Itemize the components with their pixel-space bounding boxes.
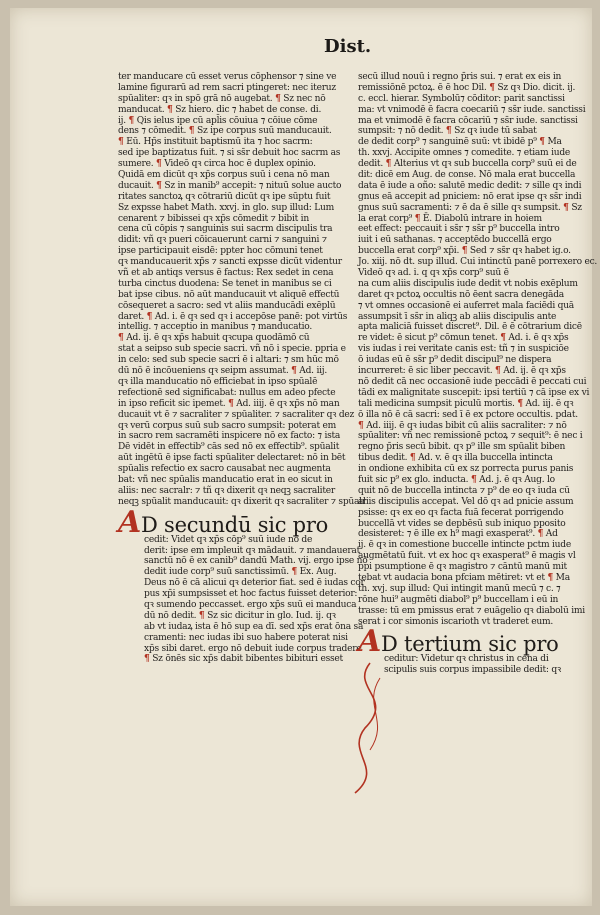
text-line: c. eccl. hierar. Symbolū⁊ cōditor: parit sanctissi [358, 93, 565, 104]
paragraph-mark: ¶ [539, 136, 545, 148]
text-line: desisteret: ⁊ ē ille ex h⁹ magi exasperat⁹. ¶ Ad [358, 528, 558, 540]
text-line: dit: dicē em Aug. de conse. Nō mala erat buccella [358, 170, 576, 181]
running-head: Dist. [324, 36, 372, 57]
left-column-text [118, 72, 366, 508]
paragraph-mark: ¶ [358, 419, 364, 431]
text-line: ter manducare cū esset verus cōphensor ⁊ sine ve [118, 72, 337, 82]
text-line: secū illud nouū i regno p̄ris sui. ⁊ erat ex eis in [358, 72, 562, 82]
text-line: intellig. ⁊ acceptio in manibus ⁊ manducatio. [118, 322, 313, 333]
text-line: dū nō ē incōueniens qꝛ seipm assumat. ¶ Ad. iij. [118, 365, 327, 377]
text-line: in ipso reficit sic ipemet. ¶ Ad. iiij. ē qꝛ xp̄s nō man [118, 397, 340, 409]
right-column [358, 72, 598, 676]
paragraph-mark: ¶ [118, 136, 124, 148]
text-line: rōne hui⁹ augmēti diabol⁹ p⁹ buccellam i eū in [358, 594, 559, 605]
text-line: de dedit corp⁹ ⁊ sanguinē suū: vt ibidē p⁹ ¶ Ma [358, 136, 562, 148]
red-initial-a: A [118, 504, 142, 540]
left-column-text-after [118, 534, 368, 666]
text-line: cōsequeret a sacro: sed vt aliis manducādi exēplū [118, 300, 336, 311]
text-line: fuit sic p⁹ ex glo. inducta. ¶ Ad. j. ē qꝛ Aug. lo [358, 473, 555, 485]
paragraph-mark: ¶ [461, 245, 468, 257]
text-line: sanctū nō ē ex canib⁹ dandū Math. vij. ergo ipse nō [144, 556, 368, 567]
right-column-text [358, 72, 598, 627]
text-line: xp̄s sibi daret. ergo nō debuit iude corpus tradere [144, 643, 362, 654]
text-line: ma: vt vnimodē ē facra coecariū ⁊ ss̄r iude. sanctissi [358, 104, 586, 115]
text-line: bat ipse cibus. nō aūt manducauit vt aliquē effectū [118, 289, 340, 300]
text-line: aliis discipulis accepat. Vel dō qꝛ ad pnicie assum [358, 496, 574, 507]
paragraph-mark: ¶ [144, 653, 150, 665]
section-heading-text: D secundū sic pro [141, 512, 329, 537]
paragraph-mark: ¶ [495, 365, 501, 377]
paragraph-mark: ¶ [198, 609, 205, 621]
text-line: iuit i eū sathanas. ⁊ acceptēdo buccellā ergo [358, 235, 552, 246]
text-line: th. xxvj. Accipite omnes ⁊ comedite. ⁊ etiam iude [358, 148, 571, 159]
text-line: ducauit. ¶ Sz in manib⁹ accepit: ⁊ nituū solue aucto [118, 179, 342, 191]
text-line: data ē iude a oño: salutē medic dedit: ⁊ sille qꝛ indi [358, 180, 582, 191]
text-line: tādi ex malignitate suscepit: ipsi tertiū ⁊ cā ipse ex vi [358, 387, 590, 398]
red-flourish-decoration [340, 658, 400, 798]
text-line: dū nō dedit. ¶ Sz sic dicitur in glo. Iud. ij. qꝛ [144, 609, 336, 621]
text-line: eet effect: peccauit i ss̄r ⁊ ss̄r p⁹ buccella intro [358, 224, 560, 235]
paragraph-mark: ¶ [470, 473, 477, 485]
text-line: ō illa nō ē cā sacri: sed ī ē ex pctore occultis. pdat. [358, 409, 578, 420]
paragraph-mark: ¶ [500, 332, 506, 344]
text-line: re videt: ē sicut p⁹ cōmun tenet. ¶ Ad. i. ē qꝛ xp̄s [358, 332, 569, 344]
text-line: pus xp̄i sumpsisset et hoc factus fuisset deterior: [144, 589, 358, 600]
text-line: spūaliter: vñ nec remissionē pctoꝝ ⁊ sequit⁹: ē nec i [358, 431, 583, 442]
text-line: dedit iude corp⁹ suū sanctissimū. ¶ Ex. Aug. [144, 566, 337, 578]
text-line: tibus dedit. ¶ Ad. v. ē qꝛ illa buccella intincta [358, 452, 553, 464]
text-line: Sz expsse habet Math. xxvj. in glo. sup illud: Lum [118, 202, 334, 213]
text-line: ducauit vt ē ⁊ sacraliter ⁊ spūaliter. ⁊ sacraliter qꝛ dez [118, 409, 355, 420]
text-line: gnus eā accepit ad pniciem: nō erat ipse qꝛ ss̄r indi [358, 191, 582, 202]
text-line: th. xvj. sup illud: Qui intingit manū mecū ⁊ c. ⁊ [358, 583, 561, 594]
text-line: tebat vt audacia bona pfciam mētiret: vt et ¶ Ma [358, 571, 570, 583]
text-line: ¶ Eū. Hp̄s instituit baptismū ita ⁊ hoc sacrm: [118, 136, 313, 148]
text-line: ¶ Ad. iiij. ē qꝛ iudas bibit cū aliis sacraliter: ⁊ nō [358, 419, 567, 431]
paragraph-mark: ¶ [167, 103, 173, 115]
paragraph-mark: ¶ [409, 452, 416, 464]
text-line: Jo. xiij. nō dt. sup illud. Cui intinctū panē porrexero ec. [358, 257, 598, 268]
text-line: in ondione exhibita cū ex sz porrecta purus panis [358, 464, 574, 475]
text-line: trasse: tū em pmissus erat ⁊ euāgelio qꝛ diabolū imi [358, 605, 585, 616]
text-line: neqꝫ spūalit manducauit: qꝛ dixerit qꝛ sacraliter ⁊ spūalr [118, 496, 366, 507]
text-line: ma et vnimodē ē facra cōcariū ⁊ ss̄r iude. sanctissi [358, 115, 578, 126]
text-line: ¶ Sz ōnēs sic xp̄s dabit bibentes bibituri esset [144, 653, 343, 665]
paragraph-mark: ¶ [291, 566, 298, 578]
text-line: cedit: Videt qꝛ xp̄s cōp⁹ suū iude nō de [144, 534, 313, 545]
text-line: ⁊ vt omnes occasionē ei auferret mala faciēdi quā [358, 300, 574, 311]
text-line: incurreret: ē sic liber peccavit. ¶ Ad. ij. ē qꝛ xp̄s [358, 365, 566, 377]
text-line: ppi psumptione ē qꝛ magistro ⁊ cāntū manū mit [358, 562, 567, 573]
text-line: didit: vñ qꝛ pueri cōicauerunt carni ⁊ sanguini ⁊ [118, 235, 327, 246]
paragraph-mark: ¶ [118, 332, 124, 344]
text-line: vis iudas i rei veritate canis est: tñ ⁊ in suspiciōe [358, 344, 569, 355]
text-line: lamine figurarū ad rem sacri ptingeret: nec iteruz [118, 82, 336, 93]
text-line: ij. ¶ Qis ielus ipe cū apl̄is cōuiua ⁊ cōiue cōme [118, 114, 318, 126]
text-line: Videō qꝛ ad. i. q qꝛ xp̄s corp⁹ suū ē [358, 268, 509, 279]
text-line: stat a seipso sub specie sacri. vñ nō i specie. ppria e [118, 344, 346, 355]
text-line: Dē vidēt in effectib⁹ cās sed nō ex effectib⁹. spūalit [118, 442, 340, 453]
text-line: qꝛ verū corpus suū sub sacro sumpsit: poterat em [118, 420, 336, 431]
paragraph-mark: ¶ [414, 212, 421, 224]
text-line: nō dedit cā nec occasionē iude peccādi ē peccati cui [358, 376, 587, 387]
text-line: aliis: nec sacralr: ⁊ tñ qꝛ dixerit qꝛ neqꝫ sacraliter [118, 485, 335, 496]
text-line: ō iudas eū ē ss̄r p⁹ dedit discipul⁹ ne dispera [358, 355, 552, 366]
text-line: Deus nō ē cā alicui qꝛ deterior fiat. sed ē iudas cor [144, 578, 365, 589]
text-line: cramenti: nec iudas ibi suo habere poterat nisi [144, 632, 348, 643]
text-line: apta maliciā fuisset discret⁹. Dil. ē ē cōtrarium dicē [358, 322, 582, 333]
text-line: serat i cor simonis iscarioth vt traderet eum. [358, 616, 554, 627]
text-line: scipulis suis corpus impassibile dedit: qꝛ [384, 665, 561, 676]
paragraph-mark: ¶ [445, 125, 452, 137]
text-line: spūalis refectio ex sacro causabat nec augmenta [118, 464, 331, 475]
text-line: ritates sanctoꝝ qꝛ cōtrariū dicūt qꝛ ipe sūptu fuit [118, 191, 331, 202]
text-line: ¶ Ad. ij. ē qꝛ xp̄s habuit qꝛcupa quodāmō cū [118, 332, 310, 344]
text-line: regno p̄ris secū bibit. qꝛ p⁹ ille sm spūalit biben [358, 442, 566, 453]
text-line: tali medicina sumpsit piculū mortis. ¶ Ad. iij. ē qꝛ [358, 397, 574, 409]
section-heading-text: D tertium sic pro [381, 632, 559, 657]
paragraph-mark: ¶ [517, 397, 523, 409]
text-line: refectionē sed significabat: nullus em adeo pfecte [118, 387, 336, 398]
text-line: daret qꝛ pctoꝝ occultis nō ēent sacra denegāda [358, 289, 564, 300]
text-line: sed ipe baptizatus fuit. ⁊ si ss̄r debuit hoc sacrm as [118, 148, 341, 159]
text-line: sumere. ¶ Videō qꝛ circa hoc ē duplex opinio. [118, 158, 316, 170]
paragraph-mark: ¶ [563, 201, 569, 213]
text-line: qꝛ illa manducatio nō efficiebat in ipso spūalē [118, 376, 318, 387]
book-page [10, 8, 598, 906]
text-line: daret. ¶ Ad. i. ē qꝛ sed qꝛ i accepōse panē: pot virtūs [118, 310, 348, 322]
paragraph-mark: ¶ [188, 125, 195, 137]
text-line: in celo: sed sub specie sacri ē i altari: ⁊ sm hūc mō [118, 355, 339, 366]
text-line: buccellā vt vides se depbēsū sub iniquo pposito [358, 518, 566, 529]
text-line: remissiōnē pctoꝝ. ē ē hoc Dil. ¶ Sz qꝛ Dio. dicit. ij. [358, 81, 576, 93]
text-line: manducat. ¶ Sz hiero. dic ⁊ habet de conse. di. [118, 103, 322, 115]
text-line: spūaliter: qꝛ in spō grā nō augebat. ¶ Sz nec nō [118, 92, 326, 104]
text-line: vñ et ab antiqs versus ē factus: Rex sedet in cena [118, 268, 334, 279]
text-line: ij. ē qꝛ in comestione buccelle intincte pctm iude [358, 540, 571, 551]
text-line: qꝛ manducauerit xp̄s ⁊ sancti expsse dicūt videntur [118, 257, 342, 268]
paragraph-mark: ¶ [537, 528, 544, 540]
paragraph-mark: ¶ [489, 81, 495, 93]
text-line: ipse participauit eisdē: ppter hoc cōmuni tenet [118, 246, 323, 257]
paragraph-mark: ¶ [128, 114, 135, 126]
text-line: quit nō de buccella intincta ⁊ p⁹ de eo qꝛ iuda cū [358, 485, 570, 496]
paragraph-mark: ¶ [275, 92, 281, 104]
text-line: la erat corp⁹ ¶ Ē. Diabolū intrare in hoiem [358, 212, 542, 224]
paragraph-mark: ¶ [228, 397, 234, 409]
text-line: Quidā em dicūt qꝛ xp̄s corpus suū i cena nō man [118, 170, 330, 181]
text-line: dedit. ¶ Alterius vt qꝛ sub buccella corp⁹ suū ei de [358, 158, 577, 170]
text-line: bat: vñ nec spūalis manducatio erat in eo sicut in [118, 474, 333, 485]
text-line: psisse: qꝛ ex eo qꝛ facta fuā fecerat porrigendo [358, 507, 564, 518]
paragraph-mark: ¶ [385, 158, 392, 170]
text-line: dens ⁊ cōmedit. ¶ Sz ipe corpus suū manducauit. [118, 125, 332, 137]
text-line: turba cinctus duodena: Se tenet in manibus se ci [118, 278, 332, 289]
paragraph-mark: ¶ [547, 571, 553, 583]
paragraph-mark: ¶ [291, 365, 297, 377]
text-line: cena cū cōpis ⁊ sanguinis sui sacrm discipulis tra [118, 224, 333, 235]
paragraph-mark: ¶ [146, 310, 153, 322]
paragraph-mark: ¶ [156, 158, 162, 170]
text-line: sumpsit: ⁊ nō dedit. ¶ Sz qꝛ iude tū sabat [358, 125, 537, 137]
paragraph-mark: ¶ [156, 179, 162, 191]
text-line: na cum aliis discipulis iude dedit vt nobis exēplum [358, 278, 578, 289]
text-line: gnus suū sacramenti: ⁊ ē da ē sille qꝛ sumpsit. ¶ Sz [358, 201, 582, 213]
text-line: assumpsit ī ss̄r in aliqꝫ ab aliis discipulis ante [358, 311, 557, 322]
text-line: ab vt iudaꝝ ista ē hō sup ea dī. sed xp̄s erat ōna sa [144, 621, 364, 632]
text-line: cenarent ⁊ bibissei qꝛ xp̄s cōmedit ⁊ bibit in [118, 213, 309, 224]
text-line: qꝛ sumendo peccasset. ergo xp̄s suū ei manduca [144, 599, 357, 610]
text-line: ceditur: Videtur qꝛ christus in cena di [384, 654, 549, 665]
text-line: derit: ipse em impleuit qꝛ mādauit. ⁊ mandauerat [144, 545, 360, 556]
left-column [118, 72, 368, 665]
text-line: in sacro rem sacramēti inspicere nō ex facto: ⁊ ista [118, 431, 341, 442]
text-line: augmētatū fuit. vt ex hoc qꝛ exasperat⁹ ē magis vl [358, 551, 576, 562]
red-initial-a: A [358, 624, 382, 660]
text-line: buccella erat corp⁹ xp̄i. ¶ Sed ⁊ ss̄r qꝛ habet ig.o. [358, 245, 571, 257]
text-line: aūt ingētū ē ipse facti spūaliter delectaret: nō in bēt [118, 453, 346, 464]
